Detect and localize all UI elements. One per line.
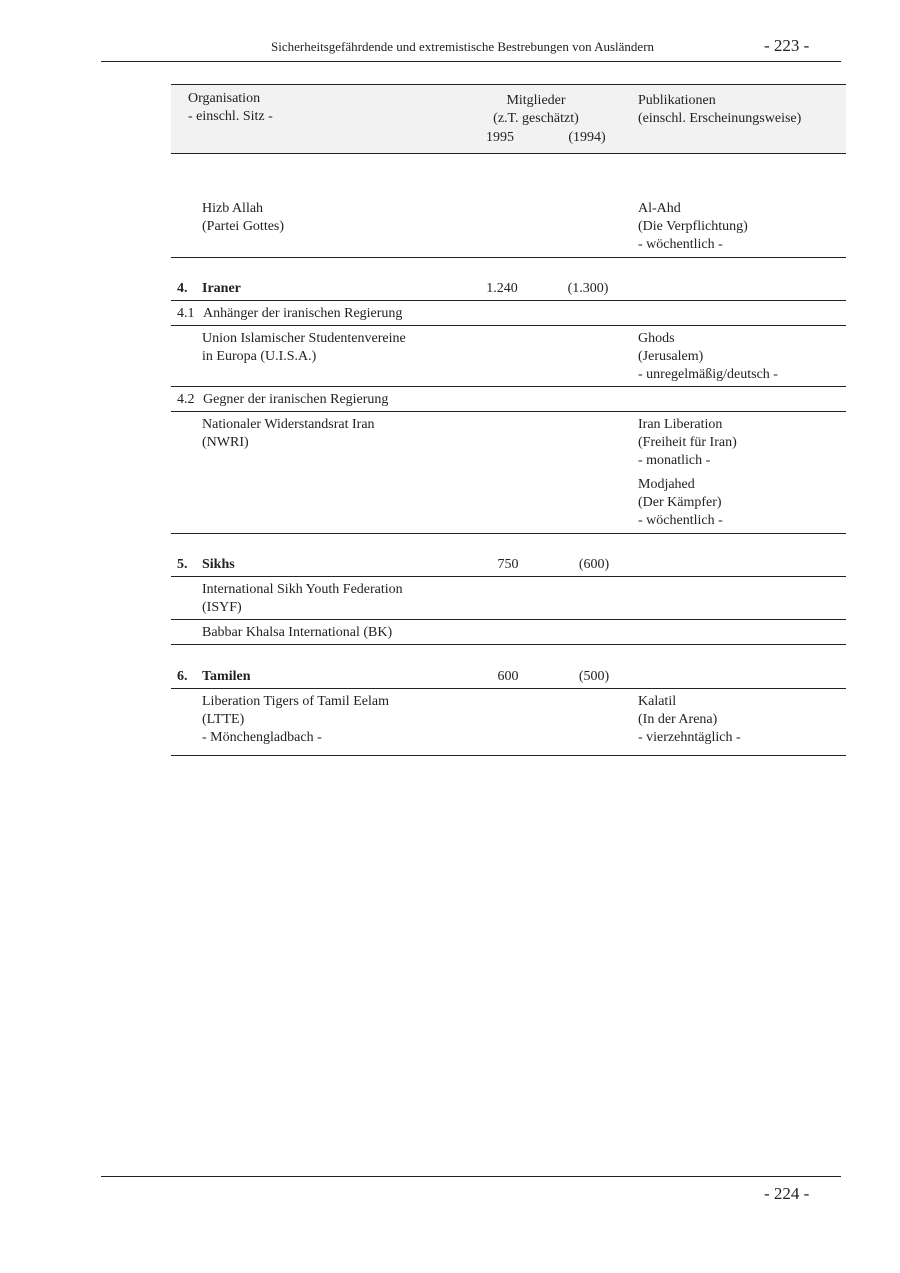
pub-kalatil-frequency: - vierzehntäglich - (638, 730, 741, 745)
section-title-tamilen: Tamilen (202, 669, 251, 684)
org-uisa: Union Islamischer Studentenvereine (202, 331, 406, 346)
pub-ghods-frequency: - unregelmäßig/deutsch - (638, 367, 778, 382)
table-top-rule (171, 84, 846, 85)
org-isyf: International Sikh Youth Federation (202, 582, 403, 597)
header-organisation-sitz: - einschl. Sitz - (188, 109, 273, 124)
org-ltte-sitz: - Mönchengladbach - (202, 730, 322, 745)
org-ltte-abbrev: (LTTE) (202, 712, 245, 727)
header-year-1994: (1994) (568, 130, 606, 145)
subsection-number-4-2: 4.2 (177, 392, 195, 407)
header-rule (101, 61, 841, 62)
section-number-5: 5. (177, 557, 188, 572)
org-nwri: Nationaler Widerstandsrat Iran (202, 417, 375, 432)
pub-al-ahd-frequency: - wöchentlich - (638, 237, 723, 252)
pub-modjahed-frequency: - wöchentlich - (638, 513, 723, 528)
row-rule (171, 644, 846, 645)
header-mitglieder-geschaetzt: (z.T. geschätzt) (493, 111, 579, 126)
subsection-title-4-1: Anhänger der iranischen Regierung (203, 306, 403, 321)
org-isyf-abbrev: (ISYF) (202, 600, 242, 615)
org-hizb-allah-translation: (Partei Gottes) (202, 219, 285, 234)
section-number-6: 6. (177, 669, 188, 684)
row-rule (171, 386, 846, 387)
page-number-bottom: - 224 - (764, 1184, 810, 1203)
table-header-rule (171, 153, 846, 154)
pub-ghods: Ghods (638, 331, 675, 346)
table-bottom-rule (171, 755, 846, 756)
pub-kalatil-translation: (In der Arena) (638, 712, 718, 727)
members-1995-sikhs: 750 (497, 557, 519, 572)
running-header-title: Sicherheitsgefährdende und extremistische Bestrebungen von Ausländern (271, 39, 655, 54)
pub-al-ahd: Al-Ahd (638, 201, 681, 216)
pub-modjahed-translation: (Der Kämpfer) (638, 495, 722, 510)
pub-iran-liberation: Iran Liberation (638, 417, 723, 432)
subsection-number-4-1: 4.1 (177, 306, 195, 321)
members-1994-iraner: (1.300) (567, 281, 609, 296)
members-1995-iraner: 1.240 (486, 281, 518, 296)
header-organisation: Organisation (188, 91, 261, 106)
section-number-4: 4. (177, 281, 188, 296)
org-nwri-abbrev: (NWRI) (202, 435, 249, 450)
pub-al-ahd-translation: (Die Verpflichtung) (638, 219, 748, 234)
row-rule (171, 411, 846, 412)
footer-rule (101, 1176, 841, 1177)
row-rule (171, 688, 846, 689)
pub-kalatil: Kalatil (638, 694, 677, 709)
row-rule (171, 300, 846, 301)
header-year-1995: 1995 (486, 130, 514, 145)
page-number-top: - 223 - (764, 36, 810, 55)
members-1994-sikhs: (600) (578, 557, 610, 572)
section-title-sikhs: Sikhs (202, 557, 235, 572)
subsection-title-4-2: Gegner der iranischen Regierung (203, 392, 389, 407)
row-rule (171, 619, 846, 620)
members-1994-tamilen: (500) (578, 669, 610, 684)
header-publikationen: Publikationen (638, 93, 716, 108)
pub-modjahed: Modjahed (638, 477, 695, 492)
row-rule (171, 533, 846, 534)
pub-ghods-translation: (Jerusalem) (638, 349, 704, 364)
org-uisa-line2: in Europa (U.I.S.A.) (202, 349, 317, 364)
org-ltte: Liberation Tigers of Tamil Eelam (202, 694, 389, 709)
header-erscheinungsweise: (einschl. Erscheinungsweise) (638, 111, 802, 126)
header-mitglieder: Mitglieder (506, 93, 566, 108)
row-rule (171, 576, 846, 577)
section-title-iraner: Iraner (202, 281, 241, 296)
row-rule (171, 257, 846, 258)
org-babbar-khalsa: Babbar Khalsa International (BK) (202, 625, 393, 640)
members-1995-tamilen: 600 (497, 669, 519, 684)
pub-iran-liberation-frequency: - monatlich - (638, 453, 711, 468)
row-rule (171, 325, 846, 326)
org-hizb-allah: Hizb Allah (202, 201, 264, 216)
pub-iran-liberation-translation: (Freiheit für Iran) (638, 435, 737, 450)
